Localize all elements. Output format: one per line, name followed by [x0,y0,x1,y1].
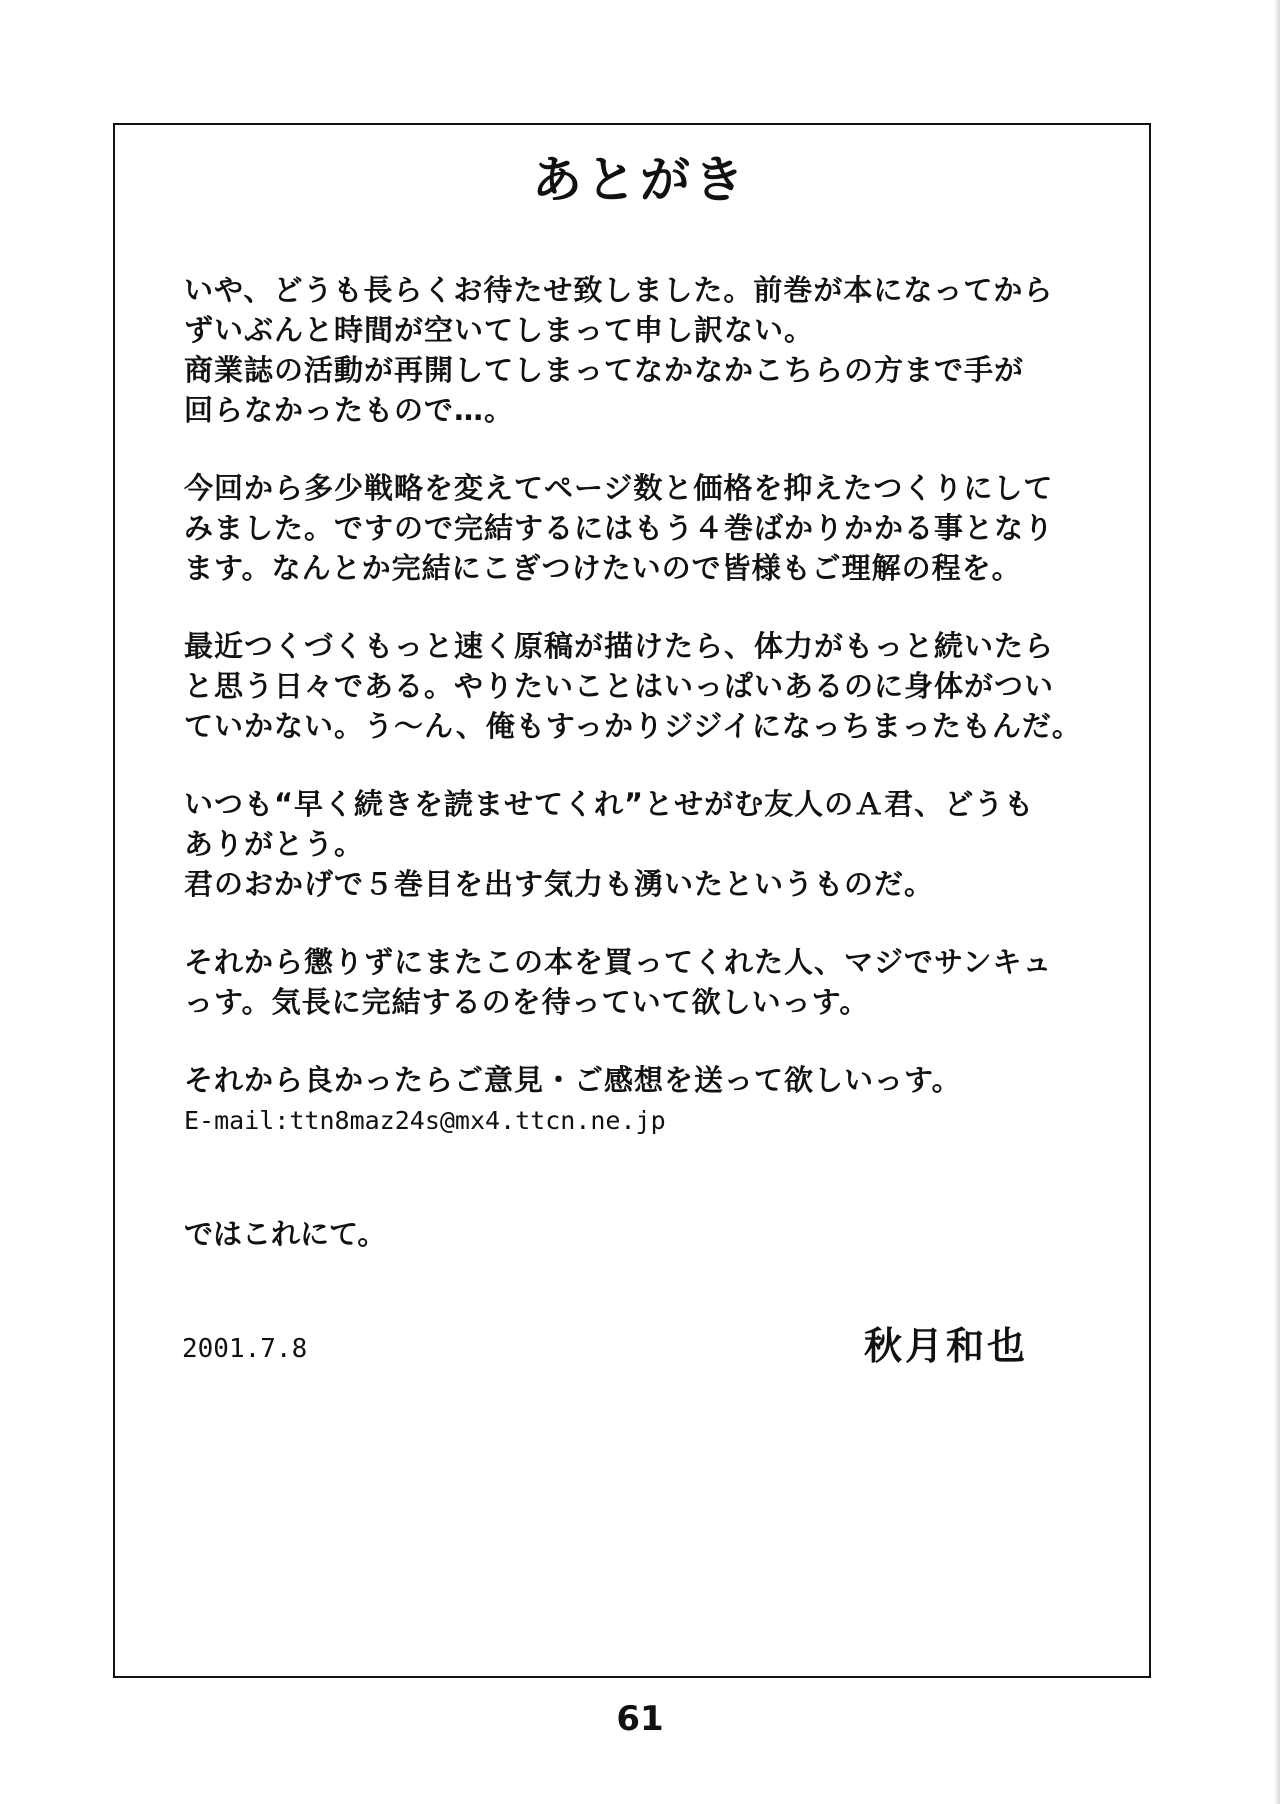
paragraph-4 [184,784,1084,904]
email-address: E-mail:ttn8maz24s@mx4.ttcn.ne.jp [184,1106,666,1135]
text-line: 商業誌の活動が再開してしまってなかなかこちらの方まで手が [184,353,1025,387]
text-line: それから良かったらご意見・ご感想を送って欲しいっす。 [184,1063,962,1097]
text-line: と思う日々である。やりたいことはいっぱいあるのに身体がつい [184,669,1055,703]
text-line: 今回から多少戦略を変えてページ数と価格を抑えたつくりにして [184,471,1054,505]
text-line: っす。気長に完結するのを待っていて欲しいっす。 [184,985,870,1019]
text-line: それから懲りずにまたこの本を買ってくれた人、マジでサンキュ [184,945,1053,979]
paragraph-2 [184,468,1084,588]
text-line: いや、どうも長らくお待たせ致しました。前巻が本になってから [184,273,1054,307]
text-line: ます。なんとか完結にこぎつけたいので皆様もご理解の程を。 [184,551,1022,585]
page-title: あとがき [532,151,748,209]
text-line: 最近つくづくもっと速く原稿が描けたら、体力がもっと続いたら [184,629,1055,663]
page-number: 61 [616,1699,664,1739]
text-line: 君のおかげで５巻目を出す気力も湧いたというものだ。 [184,867,935,901]
text-line: ずいぶんと時間が空いてしまって申し訳ない。 [184,313,815,347]
text-line: いつも“早く続きを読ませてくれ”とせがむ友人のＡ君、どうも [184,787,1035,821]
afterword-body [184,270,1084,1138]
date-text: 2001.7.8 [182,1334,308,1364]
text-line: ていかない。う～ん、俺もすっかりジジイになっちまったもんだ。 [184,709,1082,743]
paragraph-3 [184,626,1084,746]
paragraph-6 [184,1060,1084,1100]
scan-edge-shadow [1274,0,1280,1804]
paragraph-5 [184,942,1084,1022]
paragraph-1 [184,270,1084,430]
text-line: ありがとう。 [184,827,365,861]
closing-line: ではこれにて。 [184,1217,387,1251]
text-line: 回らなかったもので…。 [184,393,515,427]
text-line: みました。ですので完結するにはもう４巻ばかりかかる事となり [184,511,1055,545]
author-signature: 秋月和也 [864,1324,1029,1368]
